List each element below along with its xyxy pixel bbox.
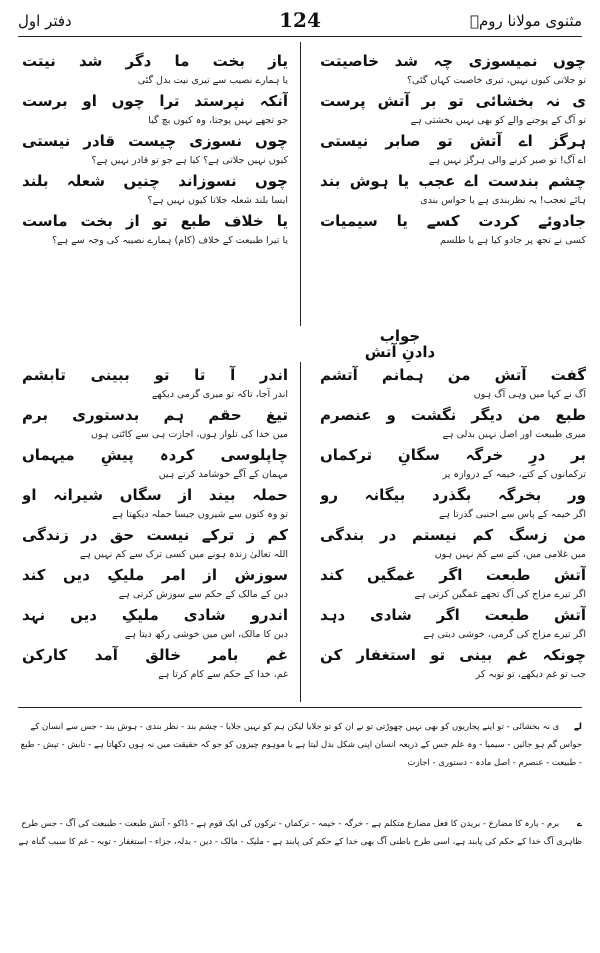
verse-line: آتش طبعت اگر غمگیں کند: [320, 566, 586, 584]
verse-line: اندرو شادی ملیکِ دیں نہد: [22, 606, 288, 624]
left-column-top: [22, 50, 288, 250]
verse-line: بر درِ خرگہ سگانِ ترکماں: [320, 446, 586, 464]
right-column-bottom: [320, 364, 586, 684]
verse-line: چوں نسوزاند چنیں شعلہ بلند: [22, 172, 288, 190]
translation-line: تو جلاتی کیوں نہیں، تیری خاصیت کہاں گئی؟: [407, 75, 586, 86]
verse-line: حملہ بیند از سگاں شیرانہ او: [22, 486, 288, 504]
section-heading-line1: جواب: [379, 327, 421, 345]
section-heading-line2: دادنِ آتش: [364, 343, 436, 361]
verse-line: آتش طبعت اگر شادی دہد: [320, 606, 586, 624]
verse-line: غم بامر خالق آمد کارکن: [22, 646, 288, 664]
footnote-1-mark: لے: [573, 722, 582, 732]
translation-line: جو تجھے نہیں پوجتا، وہ کیوں بچ گیا: [148, 115, 288, 126]
translation-line: اندر آجا، تاکہ تو میری گرمی دیکھے: [151, 389, 288, 400]
column-divider-top: [300, 42, 301, 326]
volume-title: دفتر اول: [18, 12, 72, 30]
translation-line: دین کا مالک، اس میں خوشی رکھ دیتا ہے: [124, 629, 288, 640]
verse-line: چاپلوسی کردہ پیشِ میہماں: [22, 446, 288, 464]
verse-line: اندر آ تا تو ببینی تابشم: [22, 366, 288, 384]
translation-line: تو وہ کتوں سے شیروں جیسا حملہ دیکھتا ہے: [112, 509, 288, 520]
column-divider-bottom: [300, 362, 301, 702]
verse-line: سوزش از امر ملیکِ دیں کند: [22, 566, 288, 584]
footnote-1-text: ی نہ بخشائی - تو اپنے پجاریوں کو بھی نہیں چھوڑتی تو نے ان کو تو جلایا لیکن ہم کو نہیں جلایا - چشم بند - نظر بندی - ہوش بند - جس سے انسان کے حواس گم ہو جائیں - سیمیا - وہ علم جس کے ذریعہ انسان اپنی شکل بدل لیتا ہے یا موہوم چیزوں کو جو کہ حقیقت میں نہ ہوں دکھاتا ہے - تابش - تپش - طبع - طبیعت - عنصرم - اصل مادہ - دستوری - اجازت: [20, 722, 582, 768]
verse-line: ور بخرگہ بگذرد بیگانہ رو: [320, 486, 586, 504]
header-rule: [18, 36, 582, 37]
footnote-2: [18, 815, 582, 851]
translation-line: ہائے تعجب! یہ نظربندی ہے یا حواس بندی: [420, 195, 586, 206]
translation-line: میں غلامی میں، کتے سے کم نہیں ہوں: [434, 549, 586, 560]
translation-line: دین کے مالک کے حکم سے سوزش کرتی ہے: [118, 589, 288, 600]
translation-line: اگر تیرے مزاج کی آگ تجھے غمگین کرتی ہے: [414, 589, 586, 600]
verse-line: جادوئے کردت کسے یا سیمیات: [320, 212, 586, 230]
verse-line: آنکہ نپرستد ترا چوں او برست: [22, 92, 288, 110]
verse-line: من زسگ کم نیستم در بندگی: [320, 526, 586, 544]
verse-line: چوں نسوزی چیست قادر نیستی: [22, 132, 288, 150]
translation-line: یا تیرا طبیعت کے خلاف (کام) ہمارے نصیبہ کی وجہ سے ہے؟: [51, 235, 288, 246]
translation-line: آگ نے کہا میں وہی آگ ہوں: [473, 389, 586, 400]
verse-line: طبع من دیگر نگشت و عنصرم: [320, 406, 586, 424]
footnote-2-mark: ے: [577, 819, 582, 829]
book-title: مثنوی مولانا رومؒ: [470, 12, 582, 30]
footnote-rule: [18, 707, 582, 708]
translation-line: اگر تیرے مزاج کی گرمی، خوشی دیتی ہے: [423, 629, 586, 640]
verse-line: ہرگز اے آتش تو صابر نیستی: [320, 132, 586, 150]
translation-line: یا ہمارے نصیب سے تیری نیت بدل گئی: [137, 75, 288, 86]
verse-line: یاز بخت ما دگر شد نیتت: [22, 52, 288, 70]
translation-line: کسی نے تجھ پر جادو کیا ہے یا طلسم: [440, 235, 586, 246]
page-header: [18, 6, 582, 36]
translation-line: مہمان کے آگے خوشامد کرتے ہیں: [158, 469, 288, 480]
translation-line: غم، خدا کے حکم سے کام کرتا ہے: [158, 669, 288, 680]
translation-line: اے آگ! تو صبر کرنے والی ہرگز نہیں ہے: [428, 155, 586, 166]
translation-line: ترکمانوں کے کتے، خیمہ کے دروازہ پر: [442, 469, 586, 480]
translation-line: اگر خیمہ کے پاس سے اجنبی گذرتا ہے: [438, 509, 586, 520]
verse-line: ی نہ بخشائی تو بر آتش پرست: [320, 92, 586, 110]
footnote-2-text: برم - بارہ کا مضارع - بریدن کا فعل مضارع متکلم ہے - خرگہ - خیمہ - ترکماں - ترکوں کی ایک قوم ہے - ڈاکو - آتش طبعت - طبیعت کی آگ - جس طرح ظاہری آگ خدا کے حکم کی پابند ہے، اسی طرح باطنی آگ بھی خدا کے حکم کی پابند ہے - ملیک - مالک - دین - بدلہ، جزاء - استغفار - توبہ - غم کا سبب گناہ ہے: [18, 819, 582, 847]
verse-line: گفت آتش من ہمانم آتشم: [320, 366, 586, 384]
verse-line: کم ز ترکے نیست حق در زندگی: [22, 526, 288, 544]
translation-line: تو آگ کے پوجنے والے کو بھی نہیں بخشتی ہے: [410, 115, 586, 126]
verse-line: یا خلاف طبع تو از بخت ماست: [22, 212, 288, 230]
verse-line: چشم بندست اے عجب یا ہوش بند: [320, 172, 586, 190]
translation-line: اللہ تعالیٰ زندہ ہونے میں کسی ترک سے کم نہیں ہے: [79, 549, 288, 560]
translation-line: میری طبیعت اور اصل نہیں بدلی ہے: [442, 429, 586, 440]
translation-line: جب تو غم دیکھے، تو توبہ کر: [475, 669, 586, 680]
translation-line: میں خدا کی تلوار ہوں، اجازت ہی سے کاٹتی ہوں: [91, 429, 288, 440]
verse-line: چوں نمیسوزی چہ شد خاصیتت: [320, 52, 586, 70]
verse-line: چونکہ غم بینی تو استغفار کن: [320, 646, 586, 664]
left-column-bottom: [22, 364, 288, 684]
page-number: 124: [279, 8, 321, 32]
translation-line: ایسا بلند شعلہ جلاتا کیوں نہیں ہے؟: [147, 195, 288, 206]
footnote-1: [18, 718, 582, 772]
right-column-top: [320, 50, 586, 250]
translation-line: کیوں نہیں جلاتی ہے؟ کیا ہے جو تو قادر نہیں ہے؟: [91, 155, 288, 166]
section-heading: [300, 326, 500, 362]
verse-line: تیغ حقم ہم بدستوری برم: [22, 406, 288, 424]
